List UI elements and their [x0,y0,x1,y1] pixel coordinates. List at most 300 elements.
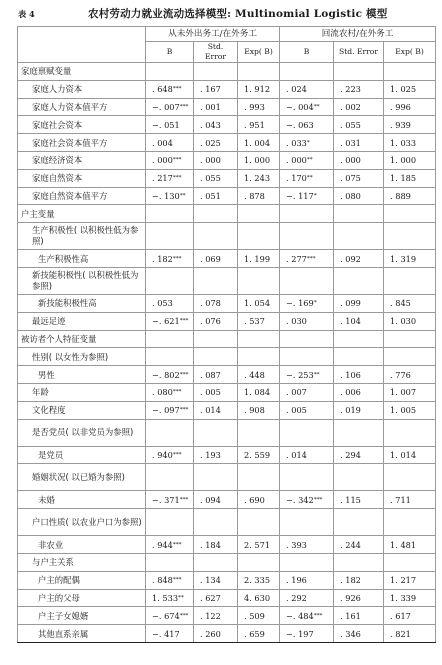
coefficient-value: 2. 559 [244,449,271,460]
coefficient-value: . 926 [340,592,361,603]
coefficient-value: . 055 [200,173,221,184]
value-cell [238,267,280,294]
value-cell [238,116,280,134]
coefficient-value: . 076 [200,316,221,327]
value-cell [334,553,384,571]
table-row [18,383,436,401]
coefficient-value: . 223 [340,84,361,95]
value-cell [146,223,194,250]
row-label: 户主子女媳婿 [18,607,146,625]
significance-stars: *** [172,86,182,93]
table-title: 农村劳动力就业流动选择模型: Multinomial Logistic 模型 [88,8,388,20]
significance-stars: ** [179,192,186,199]
coefficient-value: . 025 [200,137,221,148]
significance-stars: *** [172,451,182,458]
coefficient-value: . 115 [340,494,361,505]
value-cell [238,607,280,625]
value-cell [384,366,436,384]
table-row [18,491,436,509]
value-cell [334,348,384,366]
coefficient-value: . 277 [286,253,307,264]
value-cell [280,491,334,509]
table-row [18,294,436,312]
value-cell [194,625,238,643]
value-cell [194,366,238,384]
value-cell [146,63,194,81]
coefficient-value: . 537 [244,316,265,327]
coefficient-value: . 000 [152,155,173,166]
value-cell [334,446,384,464]
coefficient-value: . 099 [340,298,361,309]
value-cell [280,187,334,205]
coefficient-value: −. 342 [286,494,314,505]
value-cell [238,187,280,205]
coefficient-value: . 690 [244,494,265,505]
row-label: 最远足迹 [18,312,146,330]
value-cell [280,383,334,401]
value-cell [194,250,238,268]
row-label: 户主的配偶 [18,571,146,589]
coefficient-value: . 094 [200,494,221,505]
coefficient-value: . 711 [390,494,411,505]
row-label: 年龄 [18,383,146,401]
coefficient-value: . 051 [200,190,221,201]
value-cell [334,419,384,446]
table-row [18,607,436,625]
value-cell [334,151,384,169]
row-label: 是党员 [18,446,146,464]
coefficient-value: . 996 [390,101,411,112]
coefficient-value: . 080 [152,387,173,398]
table-row [18,134,436,152]
row-label: 家庭社会资本 [18,116,146,134]
value-cell [194,607,238,625]
value-cell [238,312,280,330]
coefficient-value: 1. 533 [152,592,179,603]
table-caption [0,0,442,28]
value-cell [334,312,384,330]
value-cell [146,419,194,446]
value-cell [238,134,280,152]
value-cell [238,250,280,268]
coefficient-value: . 182 [152,253,173,264]
value-cell [334,625,384,643]
coefficient-value: −. 097 [152,405,180,416]
value-cell [194,187,238,205]
regression-table [17,26,436,643]
coefficient-value: 1. 185 [390,173,417,184]
significance-stars: ** [306,157,313,164]
coefficient-value: . 005 [200,387,221,398]
coefficient-value: . 024 [286,84,307,95]
row-label: 被访者个人特征变量 [18,330,146,348]
table-row [18,589,436,607]
value-cell [334,187,384,205]
row-label: 性别( 以女性为参照) [18,348,146,366]
table-row [18,169,436,187]
coefficient-value: 1. 004 [244,137,271,148]
coefficient-value: −. 417 [152,628,180,639]
significance-stars: ** [313,103,320,110]
table-row [18,312,436,330]
col-header-expb-2: Exp( B) [384,42,436,63]
value-cell [280,607,334,625]
value-cell [384,294,436,312]
significance-stars: ** [306,175,313,182]
table-row [18,401,436,419]
value-cell [384,464,436,491]
value-cell [146,366,194,384]
value-cell [146,169,194,187]
coefficient-value: . 069 [200,253,221,264]
row-label: 家庭人力资本 [18,80,146,98]
row-label: 新技能积极性( 以积极性低为参照) [18,267,146,294]
value-cell [384,553,436,571]
value-cell [146,348,194,366]
table-row [18,151,436,169]
value-cell [146,553,194,571]
significance-stars: *** [172,389,182,396]
coefficient-value: 1. 319 [390,253,417,264]
significance-stars: *** [313,496,323,503]
significance-stars: *** [172,577,182,584]
value-cell [238,553,280,571]
coefficient-value: . 244 [340,539,361,550]
coefficient-value: . 951 [244,119,265,130]
value-cell [384,80,436,98]
coefficient-value: . 184 [200,539,221,550]
value-cell [280,571,334,589]
coefficient-value: −. 197 [286,628,314,639]
value-cell [334,169,384,187]
table-row [18,187,436,205]
value-cell [280,134,334,152]
coefficient-value: . 007 [286,387,307,398]
value-cell [280,366,334,384]
row-label: 家庭人力资本值平方 [18,98,146,116]
coefficient-value: −. 802 [152,369,180,380]
value-cell [384,401,436,419]
value-cell [384,267,436,294]
value-cell [384,491,436,509]
value-cell [194,383,238,401]
coefficient-value: . 217 [152,173,173,184]
value-cell [280,151,334,169]
coefficient-value: 1. 243 [244,173,271,184]
value-cell [146,536,194,554]
value-cell [194,80,238,98]
significance-stars: *** [313,612,323,619]
coefficient-value: 1. 339 [390,592,417,603]
table-row [18,330,436,348]
value-cell [334,267,384,294]
table-row [18,571,436,589]
coefficient-value: . 106 [340,369,361,380]
coefficient-value: 2. 335 [244,575,271,586]
coefficient-value: . 170 [286,173,307,184]
value-cell [384,419,436,446]
value-cell [146,98,194,116]
value-cell [280,98,334,116]
value-cell [238,223,280,250]
coefficient-value: 1. 912 [244,84,271,95]
significance-stars: ** [313,371,320,378]
row-label: 户主变量 [18,205,146,223]
table-row [18,80,436,98]
coefficient-value: . 648 [152,84,173,95]
value-cell [334,223,384,250]
value-cell [334,464,384,491]
coefficient-value: . 627 [200,592,221,603]
value-cell [280,401,334,419]
value-cell [146,250,194,268]
value-cell [238,509,280,536]
value-cell [238,205,280,223]
value-cell [238,464,280,491]
col-header-b-1: B [146,42,194,63]
significance-stars: *** [172,157,182,164]
value-cell [334,607,384,625]
value-cell [238,80,280,98]
value-cell [194,116,238,134]
value-cell [384,223,436,250]
coefficient-value: 1. 025 [390,84,417,95]
value-cell [194,330,238,348]
value-cell [334,294,384,312]
table-row [18,366,436,384]
coefficient-value: . 346 [340,628,361,639]
row-label: 家庭自然资本 [18,169,146,187]
coefficient-value: −. 130 [152,190,180,201]
value-cell [238,446,280,464]
col-header-se-2: Std. Error [334,42,384,63]
value-cell [334,205,384,223]
significance-stars: *** [172,541,182,548]
value-cell [146,464,194,491]
value-cell [280,419,334,446]
coefficient-value: . 509 [244,610,265,621]
value-cell [238,571,280,589]
value-cell [146,134,194,152]
value-cell [334,366,384,384]
value-cell [384,169,436,187]
coefficient-value: . 031 [340,137,361,148]
coefficient-value: . 161 [340,610,361,621]
table-row [18,464,436,491]
value-cell [384,446,436,464]
coefficient-value: . 294 [340,449,361,460]
group-header-never-migrated: 从未外出务工/在外务工 [146,27,280,42]
value-cell [194,223,238,250]
coefficient-value: −. 169 [286,298,314,309]
significance-stars: *** [306,255,316,262]
coefficient-value: . 260 [200,628,221,639]
value-cell [146,312,194,330]
coefficient-value: . 617 [390,610,411,621]
coefficient-value: . 848 [152,575,173,586]
table-row [18,267,436,294]
coefficient-value: −. 063 [286,119,314,130]
coefficient-value: . 014 [286,449,307,460]
coefficient-value: . 080 [340,190,361,201]
value-cell [194,464,238,491]
coefficient-value: 4. 630 [244,592,271,603]
coefficient-value: 1. 054 [244,298,271,309]
coefficient-value: . 182 [340,575,361,586]
value-cell [280,553,334,571]
coefficient-value: . 055 [340,119,361,130]
coefficient-value: 1. 000 [390,155,417,166]
table-row [18,536,436,554]
value-cell [238,401,280,419]
coefficient-value: −. 674 [152,610,180,621]
significance-stars: *** [179,371,189,378]
row-label: 户主的父母 [18,589,146,607]
value-cell [384,312,436,330]
value-cell [384,187,436,205]
coefficient-value: 2. 571 [244,539,271,550]
table-row [18,116,436,134]
header-variable-cell [18,27,146,63]
coefficient-value: . 845 [390,298,411,309]
value-cell [384,625,436,643]
table-number: 表 4 [18,9,35,19]
value-cell [194,348,238,366]
value-cell [238,98,280,116]
coefficient-value: 1. 005 [390,405,417,416]
value-cell [194,63,238,81]
coefficient-value: −. 253 [286,369,314,380]
value-cell [280,330,334,348]
value-cell [280,250,334,268]
significance-stars: *** [172,175,182,182]
value-cell [146,116,194,134]
significance-stars: *** [179,496,189,503]
value-cell [280,446,334,464]
value-cell [194,401,238,419]
coefficient-value: . 002 [340,101,361,112]
coefficient-value: . 939 [390,119,411,130]
coefficient-value: . 196 [286,575,307,586]
value-cell [334,80,384,98]
significance-stars: *** [179,612,189,619]
coefficient-value: 1. 014 [390,449,417,460]
value-cell [238,348,280,366]
value-cell [280,223,334,250]
value-cell [146,267,194,294]
significance-stars: *** [179,407,189,414]
value-cell [280,625,334,643]
row-label: 文化程度 [18,401,146,419]
value-cell [194,571,238,589]
value-cell [384,151,436,169]
value-cell [146,625,194,643]
coefficient-value: −. 621 [152,316,180,327]
coefficient-value: −. 007 [152,101,180,112]
value-cell [334,330,384,348]
value-cell [280,348,334,366]
value-cell [238,330,280,348]
coefficient-value: . 000 [200,155,221,166]
coefficient-value: . 908 [244,405,265,416]
table-row [18,446,436,464]
value-cell [384,509,436,536]
row-label: 家庭自然资本值平方 [18,187,146,205]
coefficient-value: . 033 [286,137,307,148]
row-label: 非农业 [18,536,146,554]
value-cell [334,571,384,589]
value-cell [334,63,384,81]
row-label: 其他直系亲属 [18,625,146,643]
value-cell [194,419,238,446]
value-cell [194,446,238,464]
coefficient-value: . 167 [200,84,221,95]
value-cell [280,589,334,607]
table-row [18,509,436,536]
value-cell [146,589,194,607]
coefficient-value: . 014 [200,405,221,416]
row-label: 家庭禀赋变量 [18,63,146,81]
table-row [18,250,436,268]
row-label: 家庭社会资本值平方 [18,134,146,152]
col-header-b-2: B [280,42,334,63]
row-label: 男性 [18,366,146,384]
coefficient-value: −. 051 [152,119,180,130]
value-cell [384,63,436,81]
value-cell [194,509,238,536]
value-cell [384,116,436,134]
value-cell [384,571,436,589]
significance-stars: * [306,139,310,146]
coefficient-value: −. 004 [286,101,314,112]
value-cell [238,151,280,169]
row-label: 与户主关系 [18,553,146,571]
coefficient-value: . 821 [390,628,411,639]
coefficient-value: −. 371 [152,494,180,505]
value-cell [146,607,194,625]
coefficient-value: . 193 [200,449,221,460]
value-cell [334,401,384,419]
value-cell [334,383,384,401]
value-cell [238,294,280,312]
value-cell [194,134,238,152]
value-cell [334,589,384,607]
value-cell [384,348,436,366]
row-label: 生产积极性高 [18,250,146,268]
value-cell [146,151,194,169]
value-cell [194,589,238,607]
value-cell [384,536,436,554]
coefficient-value: . 878 [244,190,265,201]
value-cell [280,169,334,187]
coefficient-value: . 006 [340,387,361,398]
coefficient-value: . 993 [244,101,265,112]
coefficient-value: . 043 [200,119,221,130]
value-cell [280,536,334,554]
value-cell [280,63,334,81]
value-cell [384,205,436,223]
coefficient-value: . 659 [244,628,265,639]
coefficient-value: . 075 [340,173,361,184]
value-cell [334,509,384,536]
value-cell [384,98,436,116]
coefficient-value: . 030 [286,316,307,327]
col-header-se-1: Std. Error [194,42,238,63]
value-cell [384,330,436,348]
group-header-returned: 回流农村/在外务工 [280,27,436,42]
row-label: 未婚 [18,491,146,509]
value-cell [280,80,334,98]
